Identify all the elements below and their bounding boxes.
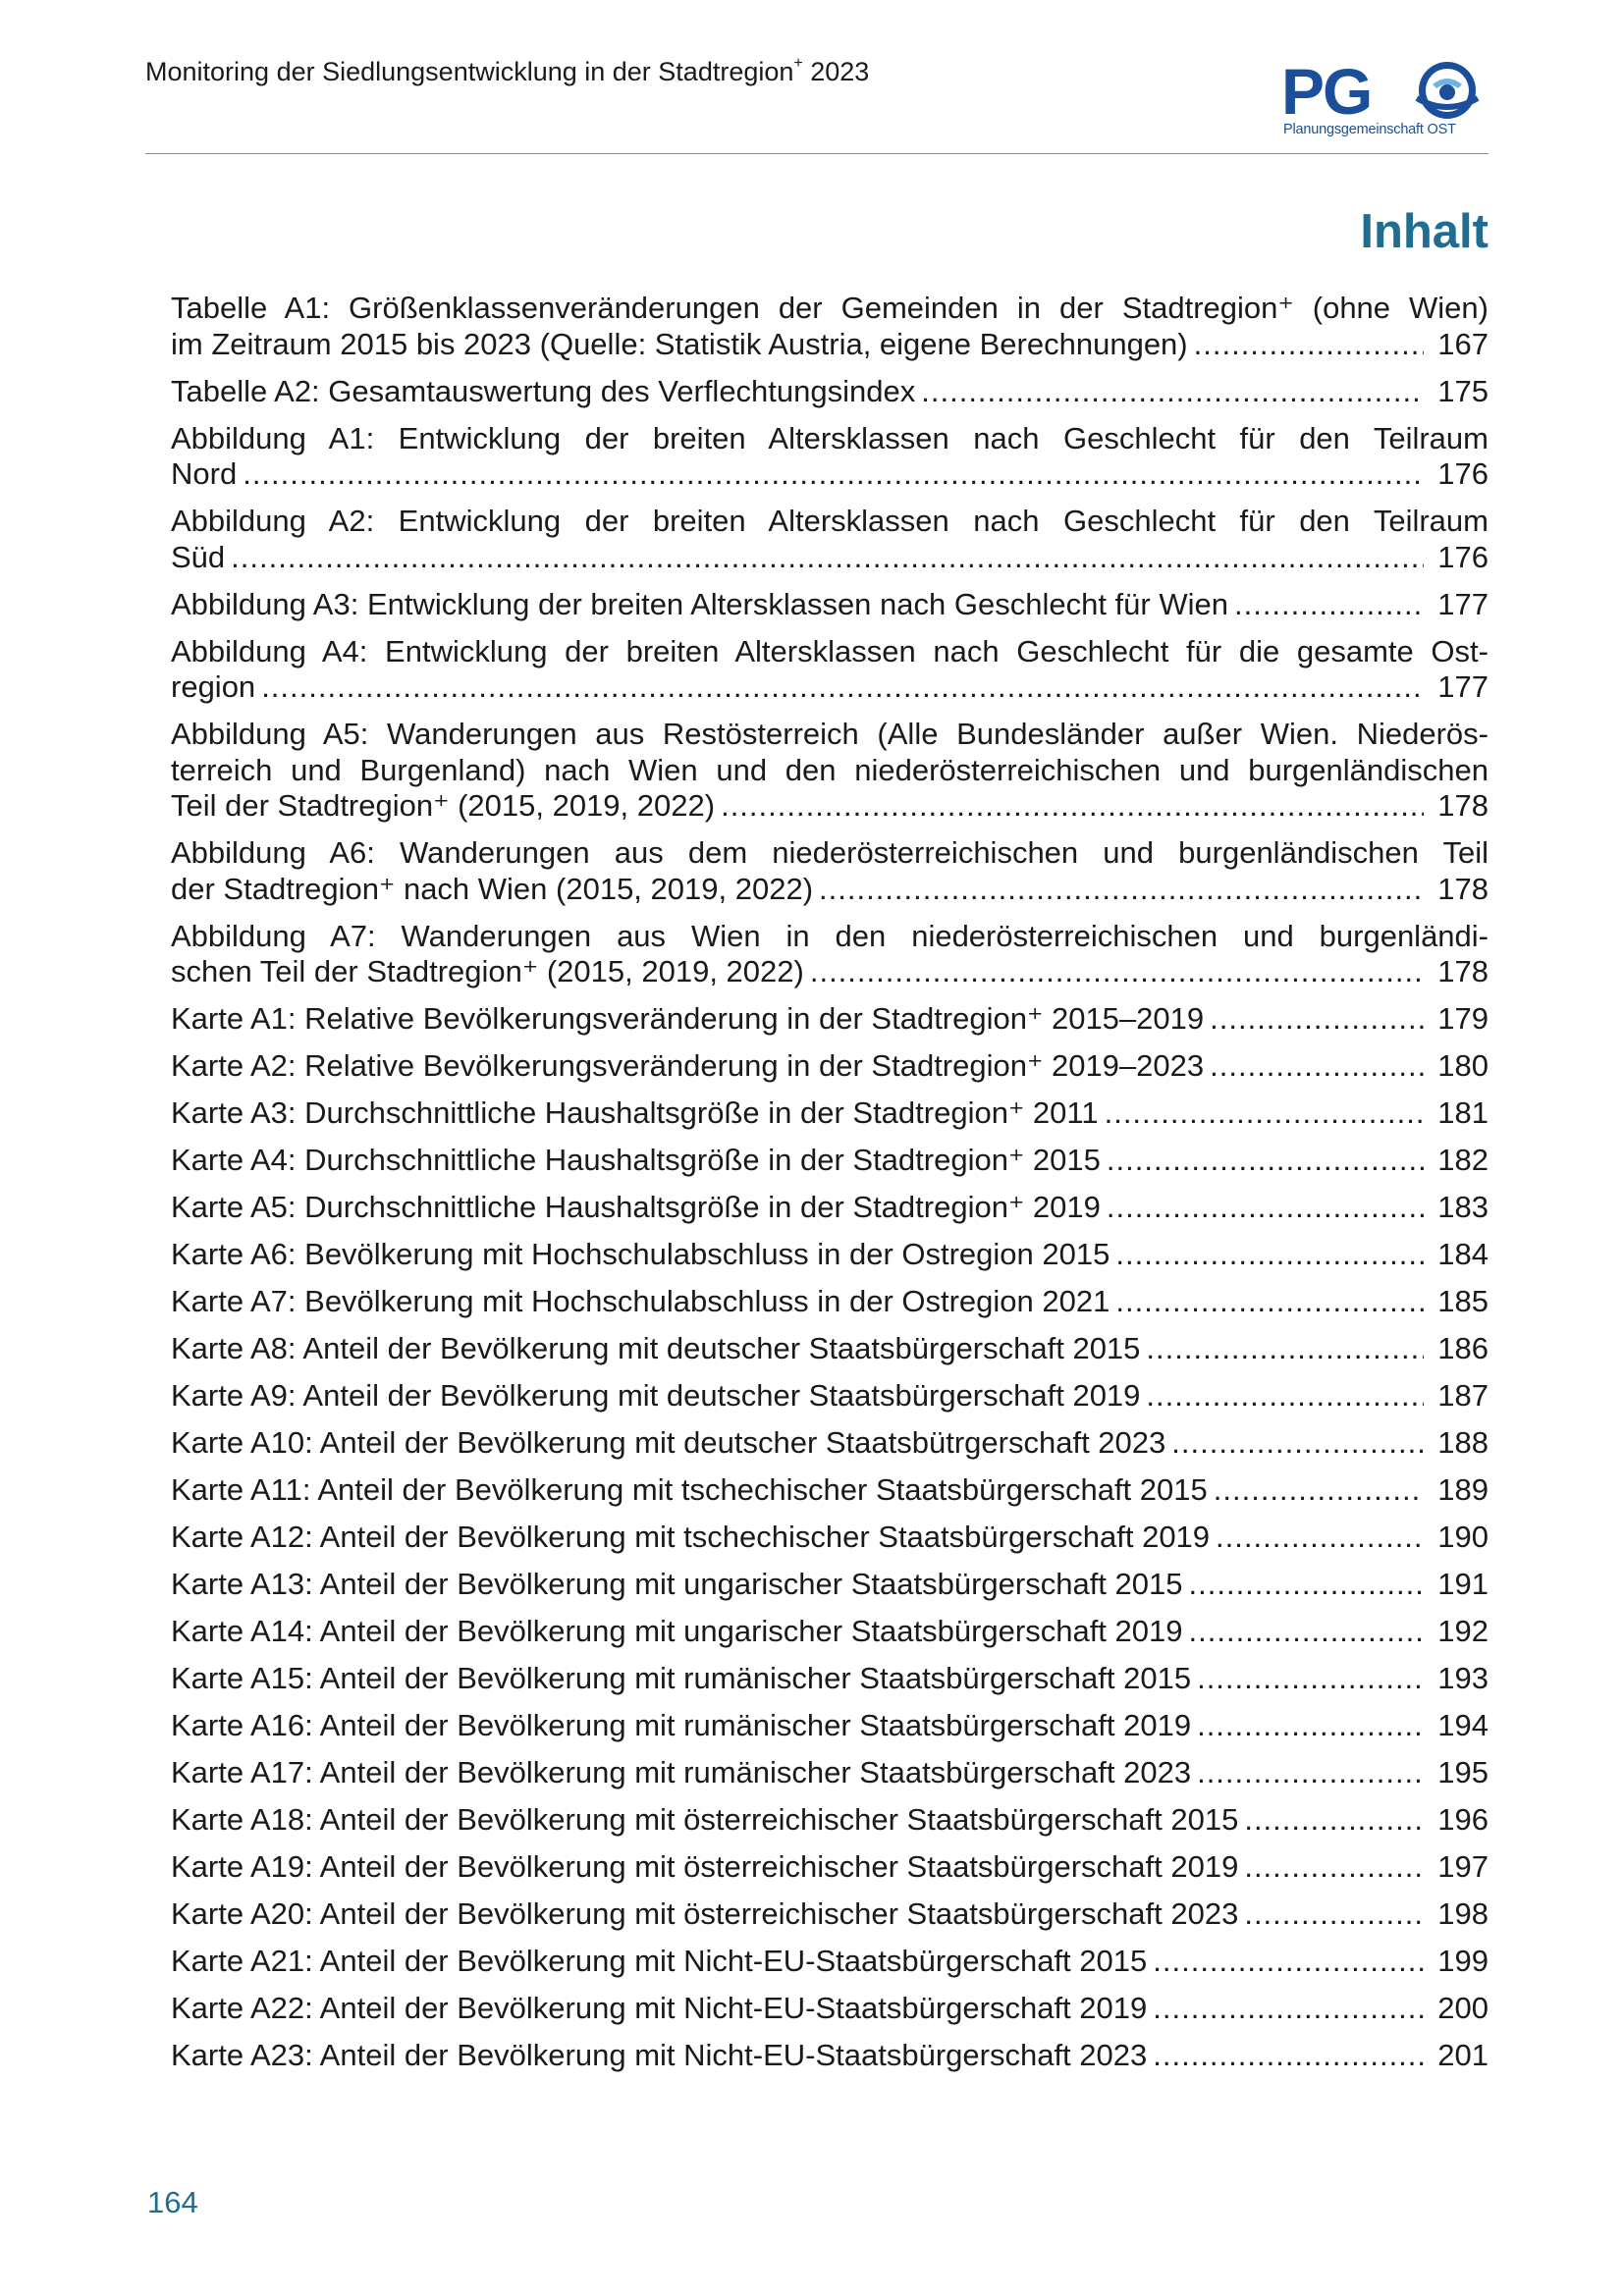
toc-entry[interactable] (171, 1284, 1489, 1320)
toc-entry-last-line (171, 2038, 1489, 2074)
toc-page-number: 186 (1437, 1331, 1489, 1365)
toc-entry-text-line: Abbildung A2: Entwicklung der breiten Altersklassen nach Geschlecht für den Teilraum (171, 504, 1489, 538)
toc-dot-leader (1214, 1472, 1424, 1509)
toc-dot-leader (1171, 1425, 1424, 1462)
toc-entry-text: Karte A13: Anteil der Bevölkerung mit ungarischer Staatsbürgerschaft 2015 (171, 1567, 1183, 1601)
toc-entry-last-line (171, 456, 1489, 493)
toc-page-number: 201 (1437, 2038, 1489, 2072)
toc-entry-text: Karte A8: Anteil der Bevölkerung mit deutscher Staatsbürgerschaft 2015 (171, 1331, 1141, 1365)
toc-entry[interactable] (171, 1708, 1489, 1744)
toc-entry[interactable] (171, 1755, 1489, 1791)
toc-entry[interactable] (171, 374, 1489, 410)
toc-entry-text: Karte A19: Anteil der Bevölkerung mit österreichischer Staatsbürgerschaft 2019 (171, 1849, 1239, 1884)
toc-entry-text: Karte A17: Anteil der Bevölkerung mit rumänischer Staatsbürgerschaft 2023 (171, 1755, 1192, 1789)
table-of-contents (171, 291, 1489, 2085)
toc-page-number: 175 (1437, 373, 1489, 408)
toc-entry-last-line (171, 788, 1489, 825)
toc-entry-last-line (171, 1048, 1489, 1085)
toc-entry[interactable] (171, 1472, 1489, 1509)
toc-dot-leader (1189, 1614, 1425, 1650)
toc-entry[interactable] (171, 634, 1489, 706)
toc-entry-last-line (171, 1708, 1489, 1744)
toc-dot-leader (1189, 1567, 1425, 1603)
toc-entry[interactable] (171, 587, 1489, 623)
toc-entry-text: Karte A7: Bevölkerung mit Hochschulabschluss in der Ostregion 2021 (171, 1284, 1110, 1318)
logo-emblem-icon (1411, 59, 1484, 122)
toc-entry-text: region (171, 669, 256, 704)
toc-entry[interactable] (171, 1991, 1489, 2027)
toc-entry-last-line (171, 1661, 1489, 1697)
toc-entry[interactable] (171, 1849, 1489, 1886)
toc-page-number: 190 (1437, 1520, 1489, 1554)
toc-page-number: 178 (1437, 871, 1489, 906)
toc-entry-last-line (171, 1425, 1489, 1462)
toc-page-number: 196 (1437, 1802, 1489, 1837)
toc-dot-leader (1146, 1331, 1424, 1367)
toc-entry-text-line: Abbildung A4: Entwicklung der breiten Altersklassen nach Geschlecht für die gesamte Ost- (171, 633, 1489, 668)
toc-entry-text: Karte A4: Durchschnittliche Haushaltsgröße in der Stadtregion⁺ 2015 (171, 1143, 1101, 1177)
toc-entry-last-line (171, 1802, 1489, 1839)
logo-subtitle: Planungsgemeinschaft OST (1283, 122, 1456, 137)
toc-dot-leader (1115, 1284, 1424, 1320)
toc-entry-text: Karte A22: Anteil der Bevölkerung mit Nicht-EU-Staatsbürgerschaft 2019 (171, 1991, 1148, 2025)
running-header (145, 57, 869, 87)
toc-page-number: 176 (1437, 539, 1489, 574)
toc-entry-text: Karte A18: Anteil der Bevölkerung mit österreichischer Staatsbürgerschaft 2015 (171, 1802, 1239, 1837)
toc-dot-leader (1234, 587, 1424, 623)
toc-entry-text-line: Abbildung A5: Wanderungen aus Restösterreich (Alle Bundesländer außer Wien. Niederös- (171, 717, 1489, 751)
toc-dot-leader (1197, 1755, 1424, 1791)
toc-page-number: 179 (1437, 1001, 1489, 1036)
toc-entry-last-line (171, 1284, 1489, 1320)
toc-entry-text: Karte A12: Anteil der Bevölkerung mit tschechischer Staatsbürgerschaft 2019 (171, 1520, 1211, 1554)
toc-dot-leader (1107, 1143, 1424, 1179)
toc-dot-leader (1153, 2038, 1424, 2074)
toc-entry-last-line (171, 1472, 1489, 1509)
toc-entry[interactable] (171, 1331, 1489, 1367)
toc-entry[interactable] (171, 504, 1489, 575)
toc-dot-leader (1194, 327, 1424, 363)
toc-dot-leader (819, 872, 1424, 908)
toc-entry-text: Karte A6: Bevölkerung mit Hochschulabschluss in der Ostregion 2015 (171, 1237, 1110, 1271)
running-header-sup: + (793, 55, 803, 72)
toc-dot-leader (1244, 1849, 1424, 1886)
toc-page-number: 197 (1437, 1849, 1489, 1884)
toc-entry-last-line (171, 1614, 1489, 1650)
toc-entry[interactable] (171, 1567, 1489, 1603)
toc-page-number: 184 (1437, 1237, 1489, 1271)
toc-page-number: 188 (1437, 1425, 1489, 1460)
toc-page-number: 183 (1437, 1190, 1489, 1224)
toc-page-number: 181 (1437, 1095, 1489, 1130)
toc-entry-text: Karte A14: Anteil der Bevölkerung mit ungarischer Staatsbürgerschaft 2019 (171, 1614, 1183, 1648)
toc-entry[interactable] (171, 1378, 1489, 1415)
toc-entry[interactable] (171, 421, 1489, 493)
toc-entry[interactable] (171, 1143, 1489, 1179)
toc-entry-text: Karte A2: Relative Bevölkerungsveränderung in der Stadtregion⁺ 2019–2023 (171, 1048, 1205, 1083)
toc-entry[interactable] (171, 1896, 1489, 1933)
toc-entry-last-line (171, 872, 1489, 908)
toc-entry-text-line: Tabelle A1: Größenklassenveränderungen der Gemeinden in der Stadtregion⁺ (ohne Wien) (171, 291, 1489, 325)
toc-entry-last-line (171, 1095, 1489, 1132)
toc-entry-last-line (171, 587, 1489, 623)
toc-entry-text: Tabelle A2: Gesamtauswertung des Verflechtungsindex (171, 373, 916, 408)
toc-entry-text: der Stadtregion⁺ nach Wien (2015, 2019, 2022) (171, 871, 814, 906)
running-header-year: 2023 (802, 57, 870, 86)
toc-page-number: 185 (1437, 1284, 1489, 1318)
toc-entry-text: Karte A20: Anteil der Bevölkerung mit österreichischer Staatsbürgerschaft 2023 (171, 1896, 1239, 1931)
toc-entry[interactable] (171, 1001, 1489, 1038)
toc-entry-last-line (171, 327, 1489, 363)
toc-entry[interactable] (171, 1425, 1489, 1462)
page-number: 164 (147, 2185, 198, 2219)
toc-page-number: 167 (1437, 326, 1489, 361)
toc-entry-text: schen Teil der Stadtregion⁺ (2015, 2019, 2022) (171, 954, 804, 988)
toc-entry-text: Nord (171, 456, 238, 491)
toc-entry-last-line (171, 1991, 1489, 2027)
toc-page-number: 180 (1437, 1048, 1489, 1083)
toc-entry-text-line: Abbildung A1: Entwicklung der breiten Altersklassen nach Geschlecht für den Teilraum (171, 420, 1489, 455)
toc-entry[interactable] (171, 1520, 1489, 1556)
toc-entry-text: Karte A5: Durchschnittliche Haushaltsgröße in der Stadtregion⁺ 2019 (171, 1190, 1101, 1224)
toc-page-number: 177 (1437, 586, 1489, 621)
toc-dot-leader (721, 788, 1424, 825)
toc-page-number: 198 (1437, 1896, 1489, 1931)
toc-entry-text: im Zeitraum 2015 bis 2023 (Quelle: Statistik Austria, eigene Berechnungen) (171, 326, 1188, 361)
running-header-title: Monitoring der Siedlungsentwicklung in der Stadtregion (145, 57, 794, 86)
toc-page-number: 182 (1437, 1143, 1489, 1177)
toc-entry[interactable] (171, 835, 1489, 907)
toc-entry[interactable] (171, 1614, 1489, 1650)
toc-entry-last-line (171, 1237, 1489, 1273)
toc-dot-leader (1197, 1661, 1424, 1697)
toc-dot-leader (1216, 1520, 1424, 1556)
toc-entry[interactable] (171, 717, 1489, 825)
toc-dot-leader (231, 540, 1424, 576)
toc-entry-last-line (171, 1331, 1489, 1367)
toc-entry-last-line (171, 1001, 1489, 1038)
toc-entry-text: Karte A11: Anteil der Bevölkerung mit tschechischer Staatsbürgerschaft 2015 (171, 1472, 1208, 1507)
toc-entry-text: Abbildung A3: Entwicklung der breiten Altersklassen nach Geschlecht für Wien (171, 586, 1228, 621)
section-title: Inhalt (1360, 205, 1489, 258)
toc-dot-leader (1210, 1001, 1424, 1038)
toc-page-number: 178 (1437, 788, 1489, 823)
toc-page-number: 189 (1437, 1472, 1489, 1507)
toc-entry[interactable] (171, 1661, 1489, 1697)
toc-page-number: 177 (1437, 669, 1489, 704)
toc-entry[interactable] (171, 291, 1489, 362)
toc-page-number: 200 (1437, 1991, 1489, 2025)
toc-dot-leader (1105, 1095, 1424, 1132)
toc-dot-leader (810, 954, 1424, 990)
toc-entry-last-line (171, 1944, 1489, 1980)
toc-entry-text: Karte A23: Anteil der Bevölkerung mit Nicht-EU-Staatsbürgerschaft 2023 (171, 2038, 1148, 2072)
toc-entry[interactable] (171, 1237, 1489, 1273)
toc-entry-last-line (171, 954, 1489, 990)
toc-entry[interactable] (171, 1190, 1489, 1226)
toc-page-number: 194 (1437, 1708, 1489, 1742)
toc-entry-text-line: Abbildung A6: Wanderungen aus dem niederösterreichischen und burgenländischen Teil (171, 835, 1489, 870)
toc-entry-last-line (171, 1190, 1489, 1226)
toc-entry-text: Karte A16: Anteil der Bevölkerung mit rumänischer Staatsbürgerschaft 2019 (171, 1708, 1192, 1742)
toc-page-number: 187 (1437, 1378, 1489, 1413)
toc-entry-text: Karte A9: Anteil der Bevölkerung mit deutscher Staatsbürgerschaft 2019 (171, 1378, 1141, 1413)
toc-page-number: 193 (1437, 1661, 1489, 1695)
toc-dot-leader (1153, 1944, 1424, 1980)
toc-entry[interactable] (171, 2038, 1489, 2074)
toc-entry-last-line (171, 1567, 1489, 1603)
toc-page-number: 192 (1437, 1614, 1489, 1648)
toc-entry-last-line (171, 669, 1489, 706)
toc-entry-last-line (171, 1143, 1489, 1179)
toc-entry-text: Karte A3: Durchschnittliche Haushaltsgröße in der Stadtregion⁺ 2011 (171, 1095, 1099, 1130)
toc-entry-last-line (171, 1520, 1489, 1556)
toc-dot-leader (1107, 1190, 1424, 1226)
toc-dot-leader (1146, 1378, 1424, 1415)
toc-dot-leader (921, 374, 1424, 410)
toc-page-number: 191 (1437, 1567, 1489, 1601)
toc-entry-text: Karte A1: Relative Bevölkerungsveränderung in der Stadtregion⁺ 2015–2019 (171, 1001, 1205, 1036)
toc-page-number: 199 (1437, 1944, 1489, 1978)
toc-entry-text: Karte A15: Anteil der Bevölkerung mit rumänischer Staatsbürgerschaft 2015 (171, 1661, 1192, 1695)
toc-dot-leader (1244, 1802, 1424, 1839)
toc-dot-leader (1115, 1237, 1424, 1273)
toc-page-number: 178 (1437, 954, 1489, 988)
header-divider (145, 153, 1489, 154)
toc-page-number: 195 (1437, 1755, 1489, 1789)
toc-entry-text: Süd (171, 539, 226, 574)
toc-entry-text: Karte A10: Anteil der Bevölkerung mit deutscher Staatsbütrgerschaft 2023 (171, 1425, 1166, 1460)
logo-letters: PG (1281, 55, 1372, 128)
toc-dot-leader (261, 669, 1424, 706)
toc-entry[interactable] (171, 1048, 1489, 1085)
toc-entry[interactable] (171, 919, 1489, 990)
toc-entry-last-line (171, 1896, 1489, 1933)
toc-entry-text-line: terreich und Burgenland) nach Wien und den niederösterreichischen und burgenländischen (171, 752, 1489, 787)
pgo-logo (1281, 55, 1488, 139)
toc-dot-leader (1197, 1708, 1424, 1744)
toc-page-number: 176 (1437, 456, 1489, 491)
toc-entry-last-line (171, 540, 1489, 576)
toc-entry-last-line (171, 1755, 1489, 1791)
toc-dot-leader (1153, 1991, 1424, 2027)
toc-entry-text: Karte A21: Anteil der Bevölkerung mit Nicht-EU-Staatsbürgerschaft 2015 (171, 1944, 1148, 1978)
toc-entry[interactable] (171, 1802, 1489, 1839)
toc-entry-text: Teil der Stadtregion⁺ (2015, 2019, 2022) (171, 788, 716, 823)
toc-entry-last-line (171, 1849, 1489, 1886)
toc-dot-leader (1244, 1896, 1424, 1933)
toc-entry-last-line (171, 1378, 1489, 1415)
toc-dot-leader (1210, 1048, 1424, 1085)
toc-entry-text-line: Abbildung A7: Wanderungen aus Wien in den niederösterreichischen und burgenländi- (171, 918, 1489, 953)
toc-entry[interactable] (171, 1095, 1489, 1132)
toc-dot-leader (243, 456, 1424, 493)
toc-entry[interactable] (171, 1944, 1489, 1980)
toc-entry-last-line (171, 374, 1489, 410)
